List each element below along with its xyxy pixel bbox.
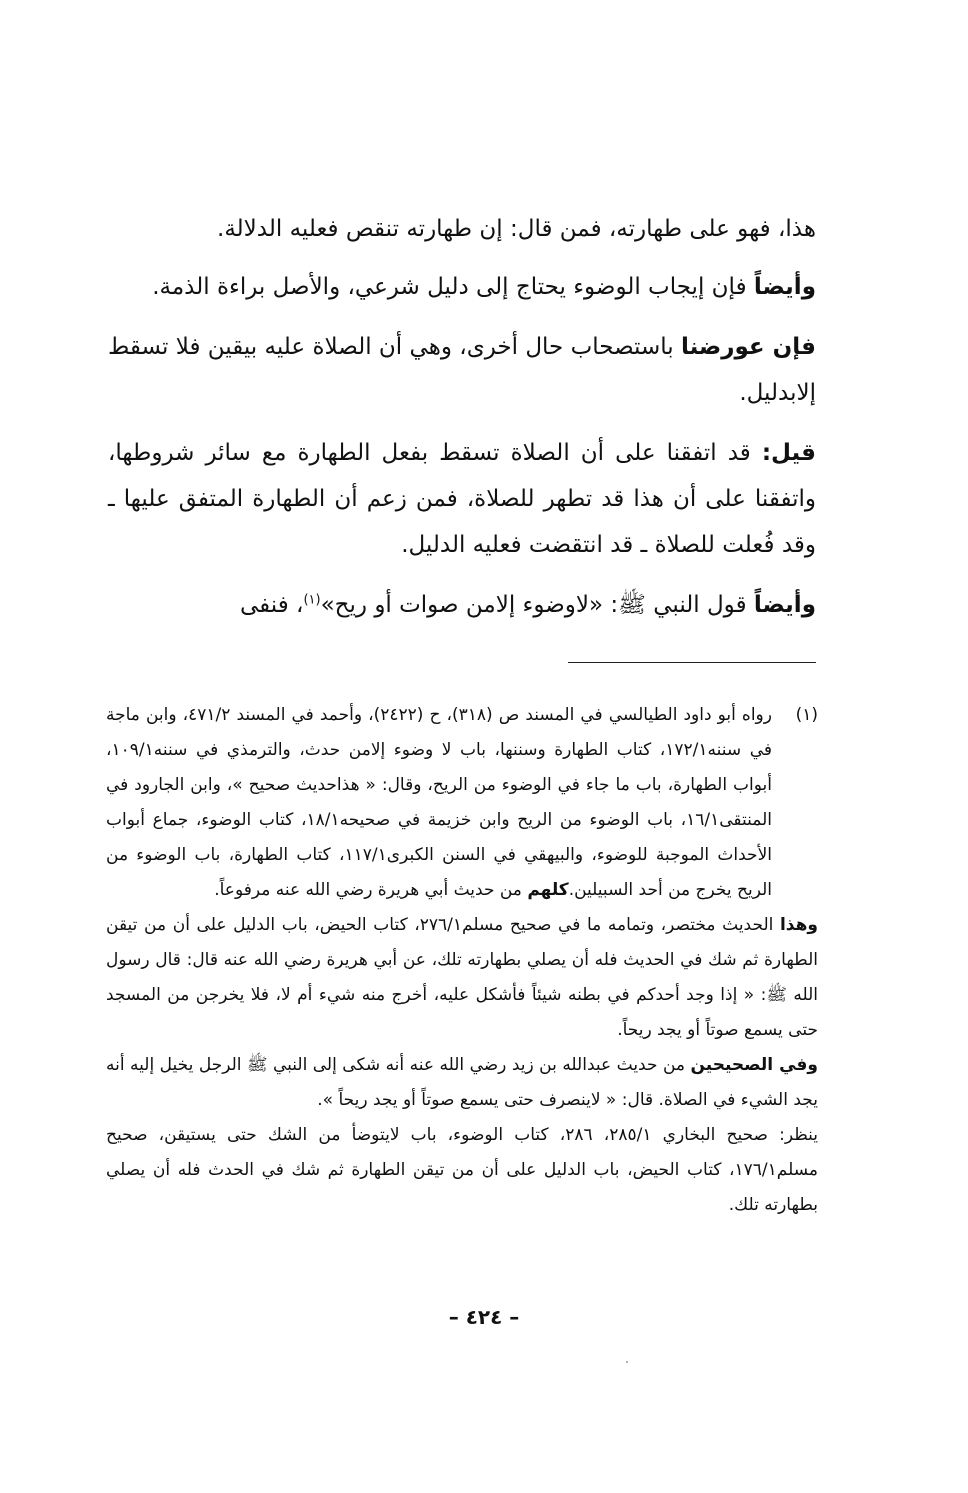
paragraph-4-lead: قيل: — [761, 440, 816, 466]
footnote-paragraph-3-lead: وفي الصحيحين — [690, 1055, 818, 1075]
paragraph-4 — [108, 430, 816, 568]
page-number: – ٤٢٤ – — [448, 1305, 520, 1329]
footnote-paragraph-1-text: رواه أبو داود الطيالسي في المسند ص (٣١٨)، ح (٢٤٢٢)، وأحمد في المسند ٤٧١/٢، وابن ماجة في سننه١٧٢/١، كتاب الطهارة وسننها، باب لا وضوء إلامن حدث، والترمذي في سننه١٠٩/١، أبواب الطهارة، باب ما جاء في الوضوء من الريح، وقال: « هذاحديث صحيح »، وابن الجارود في المنتقى١٦/١، باب الوضوء من الريح وابن خزيمة في صحيحه١٨/١، كتاب الوضوء، جماع أبواب الأحداث الموجبة للوضوء، والبيهقي في السنن الكبرى١١٧/١، كتاب الطهارة، باب الوضوء من الريح يخرج من أحد السبيلين. — [106, 705, 772, 900]
footnote-paragraph-1-tail: من حديث أبي هريرة رضي الله عنه مرفوعاً. — [214, 880, 528, 900]
paragraph-2-text: فإن إيجاب الوضوء يحتاج إلى دليل شرعي، والأصل براءة الذمة. — [152, 274, 754, 300]
footnote-paragraph-3 — [106, 1048, 818, 1118]
main-text — [108, 206, 816, 642]
scan-speck — [626, 1361, 628, 1363]
paragraph-5-lead: وأيضاً — [753, 592, 816, 618]
paragraph-4-text: قد اتفقنا على أن الصلاة تسقط بفعل الطهارة مع سائر شروطها، واتفقنا على أن هذا قد تطهر للصلاة، فمن زعم أن الطهارة المتفق عليها ـ وقد فُعلت للصلاة ـ قد انتقضت فعليه الدليل. — [108, 440, 816, 558]
paragraph-3-lead: فإن عورضنا — [681, 334, 816, 360]
footnote-paragraph-2 — [106, 908, 818, 1048]
footnote-body — [106, 698, 772, 908]
footnote-number: (١) — [795, 705, 818, 725]
footnote-reference[interactable]: (١) — [303, 592, 321, 608]
footnotes — [106, 698, 818, 1223]
paragraph-2 — [108, 264, 816, 310]
paragraph-3-text: باستصحاب حال أخرى، وهي أن الصلاة عليه بيقين فلا تسقط إلابدليل. — [108, 334, 816, 406]
footnote-1 — [106, 698, 818, 908]
footnote-paragraph-3-text: من حديث عبدالله بن زيد رضي الله عنه أنه شكى إلى النبي ﷺ الرجل يخيل إليه أنه يجد الشيء في الصلاة. قال: « لاينصرف حتى يسمع صوتاً أو يجد ريحاً ». — [106, 1055, 818, 1110]
footnote-separator — [568, 662, 816, 663]
paragraph-1: هذا، فهو على طهارته، فمن قال: إن طهارته تنقص فعليه الدلالة. — [217, 216, 816, 242]
footnote-paragraph-2-lead: وهذا — [779, 915, 818, 935]
footnote-paragraph-4: ينظر: صحيح البخاري ٢٨٥/١، ٢٨٦، كتاب الوضوء، باب لايتوضأ من الشك حتى يستيقن، صحيح مسلم١٧٦/١، كتاب الحيض، باب الدليل على أن من تيقن الطهارة ثم شك في الحدث فله أن يصلي بطهارته تلك. — [106, 1125, 819, 1215]
paragraph-5-text: قول النبي ﷺ: «لاوضوء إلامن صوات أو ريح» — [320, 592, 754, 618]
paragraph-3 — [108, 324, 816, 416]
paragraph-5-tail: ، فنفى — [239, 592, 304, 618]
footnote-paragraph-2-text: الحديث مختصر، وتمامه ما في صحيح مسلم٢٧٦/١، كتاب الحيض، باب الدليل على أن من تيقن الطهارة ثم شك في الحديث فله أن يصلي بطهارته تلك، عن أبي هريرة رضي الله عنه قال: قال رسول الله ﷺ: « إذا وجد أحدكم في بطنه شيئاً فأشكل عليه، أخرج منه شيء أم لا، فلا يخرجن من المسجد حتى يسمع صوتاً أو يجد ريحاً. — [106, 915, 818, 1040]
footnote-paragraph-1 — [106, 698, 772, 908]
paragraph-5 — [108, 582, 816, 628]
footnote-paragraph-1-bold: كلهم — [527, 880, 569, 900]
paragraph-2-lead: وأيضاً — [753, 274, 816, 300]
